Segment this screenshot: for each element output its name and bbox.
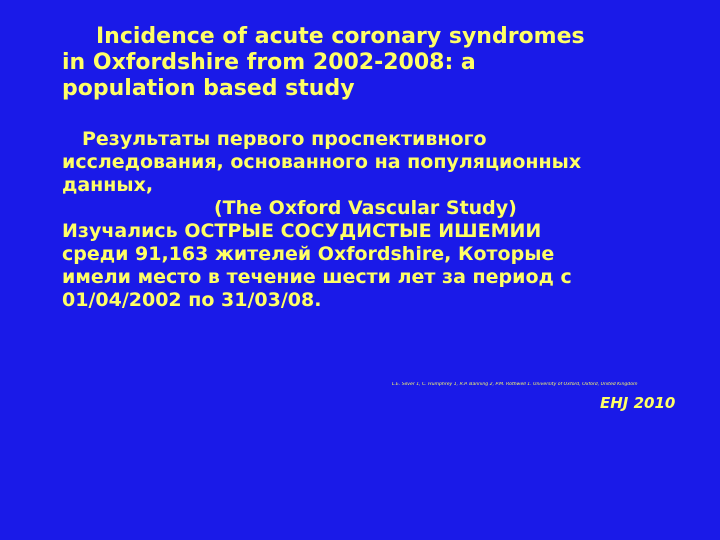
body-line: 01/04/2002 по 31/03/08.: [62, 289, 322, 311]
journal-reference: EHJ 2010: [600, 394, 676, 412]
title-line: in Oxfordshire from 2002-2008: a: [62, 50, 476, 75]
body-line: данных,: [62, 174, 154, 196]
title-line: population based study: [62, 76, 355, 101]
citation-authors: L.E. Silver 1, C. Humphrey 1, R.P. Banning 2, P.M. Rothwell 1. University of Oxford, Oxford, United Kingdom: [392, 382, 638, 387]
body-line: имели место в течение шести лет за период с: [62, 266, 572, 288]
slide-title: [62, 24, 682, 102]
body-line: Изучались ОСТРЫЕ СОСУДИСТЫЕ ИШЕМИИ: [62, 220, 542, 242]
body-line: исследования, основанного на популяционных: [62, 151, 582, 173]
body-line: среди 91,163 жителей Oxfordshire, Которые: [62, 243, 555, 265]
title-line: Incidence of acute coronary syndromes: [96, 24, 585, 49]
body-line: Результаты первого проспективного: [82, 128, 487, 150]
slide-body: [62, 128, 672, 312]
study-name: (The Oxford Vascular Study): [214, 197, 517, 219]
